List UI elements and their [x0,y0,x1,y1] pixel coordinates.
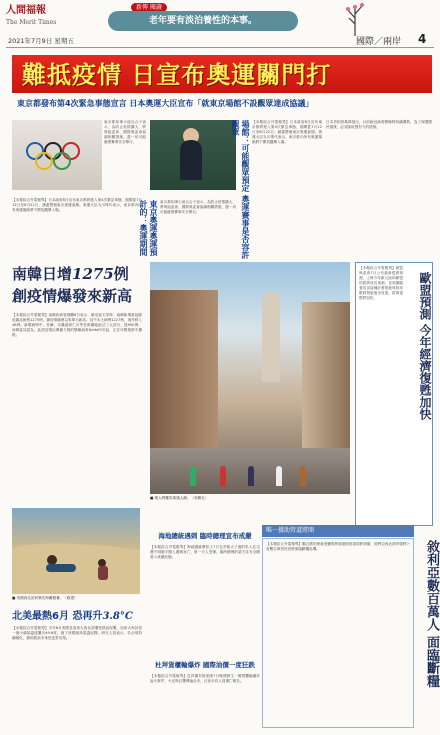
syria-headline: 敘利亞數百萬人 面臨斷糧 [424,540,439,688]
slogan-banner: 老年要有淡泊養性的本事。 [108,11,298,31]
newspaper-logo [6,5,58,31]
syria-article-body: 【本報綜合外電報導】聯合國安理會授權的跨境援助管道即將到期，敘利亞西北部伊德利卜省數百萬居民恐將面臨斷糧危機。 [266,542,410,551]
heatwave-headline-text: 北美最熱6月 恐再升 [12,611,103,622]
logo-subtitle: The Merit Times [6,19,57,26]
olympic-side-heading: 場館：可能觀眾預定 奧運賽事是否容許觀眾 [231,120,250,259]
issue-date: 2021年7月9日 星期五 [8,37,74,45]
slogan-tag: 新傳 閱讀 [131,3,167,12]
syria-topic-bar: 唯一援助管道將開 [262,525,414,537]
korea-headline-part-2: 例 [113,265,129,283]
dubai-article-body: 【本報綜合外電報導】杜拜傑貝阿里港7日晚間發生一艘貨櫃輪爆炸起火事件，火光與巨響傳遍全市，目前未有人員傷亡報告。 [150,674,260,683]
korea-article-body: 【本報綜合外電報導】南韓疾病管理廳8日表示，截至當天零時，南韓新增新冠肺炎確診病例1275例，創疫情爆發以來單日新高。其中本土病例1227例，境外移入48例。新增病例中，首爾、京畿道和仁川等首都圈地區佔了大部分，達990例。南韓當局認為，此波疫情由傳播力強的變種病毒Delta所引起，正在年輕族群中擴散。 [12,313,142,337]
logo-title: 人間福報 [6,5,46,16]
beach-photo-caption: ■ 美國西北部民眾在海灘避暑。（路透） [12,596,78,600]
olympic-rings-photo [12,120,102,190]
beach-heatwave-photo [12,508,140,594]
korea-headline-part-3: 創疫情爆發來新高 [12,287,133,305]
japan-article-col-1: 東京都知事小池百合子表示，為防止疫情擴大，將與組委會、國際奧委會協調相關措施，盡一切可能確保賽事安全舉行。 [104,120,146,144]
page-number: 4 [418,32,427,46]
europe-headline: 歐盟預測 今年經濟復甦加快 [418,272,432,421]
heatwave-headline-number: 3.8°C [102,611,133,622]
korea-headline-number: 1275 [72,265,114,283]
haiti-article-body: 【本報綜合外電報導】海地總統摩依士7日在首都太子港的私人住宅遭不明槍手闖入遇刺身亡，第一夫人受傷。臨時總理約瑟夫宣布全國進入戒嚴狀態。 [150,545,260,559]
olympic-side-heading-2: 東京奧運奧運預計的：奧運期間 [139,200,158,256]
heatwave-article-body: 【本報綜合外電報導】今年6月美國及加拿大西北部遭受熱浪侵襲，加拿大卑詩省一個小鎮氣溫達攝氏49.6度，創下該國最高氣溫紀錄。研究人員表示，若全球持續暖化，類似熱浪未來恐更常出現。 [12,626,142,640]
prime-minister-photo [150,120,236,190]
haiti-headline: 海地總統遇刺 臨時總理宣布戒嚴 [158,532,252,540]
section-label: 國際／兩岸 [356,37,402,47]
rome-street-photo [150,262,350,494]
branch-illustration-icon [345,0,365,36]
heatwave-headline [12,610,140,623]
korea-headline-part-1: 南韓日增 [12,265,73,283]
europe-article-body: 【本報綜合外電報導】歐盟執委會7日公布最新經濟預測，上修今年歐元區和歐盟的經濟成長預測，並預期隨著疫苗接種計畫推進與防疫限制措施逐步放寬，經濟復甦將加快。 [359,266,403,300]
rome-photo-caption: ■ 義大利羅馬街頭人潮。（美聯社） [150,496,209,500]
japan-article-col-4: 【本報綜合外電報導】日本政府8日宣布東京都將進入第4次緊急事態，期間從7月12日至8月22日，涵蓋整個東京奧運會期。奧運大臣丸川珠代表示，東京都內所有奧運場館將不開放觀眾入場。 [12,198,142,212]
dubai-headline: 杜拜貨櫃輪爆炸 國際油價一度狂跌 [155,661,255,669]
korea-headline [12,263,138,309]
japan-article-col-2: 【本報綜合外電報導】日本政府8日宣布東京都將進入第4次緊急事態，期間從7月12日至8月22日，涵蓋整個東京奧運會期。奧運大臣丸川珠代表示，東京都內所有奧運場館將不開放觀眾入場。 [252,120,322,144]
headline-subhead: 東京都發布第4次緊急事態宣言 日本奧運大臣宣布「就東京場館不設觀眾達成協議」 [17,99,314,108]
japan-article-col-3: 日本首相菅義偉指出，目前新冠病毒變種株持續擴散，為了保護國民健康，必須採取強有力的措施。 [326,120,432,129]
japan-article-col-5: 東京都知事小池百合子表示，為防止疫情擴大，將與組委會、國際奧委會協調相關措施，盡一切可能確保賽事安全舉行。 [160,200,236,214]
header-divider [6,47,434,48]
headline-banner: 難抵疫情 日宣布奧運關門打 [22,60,332,89]
